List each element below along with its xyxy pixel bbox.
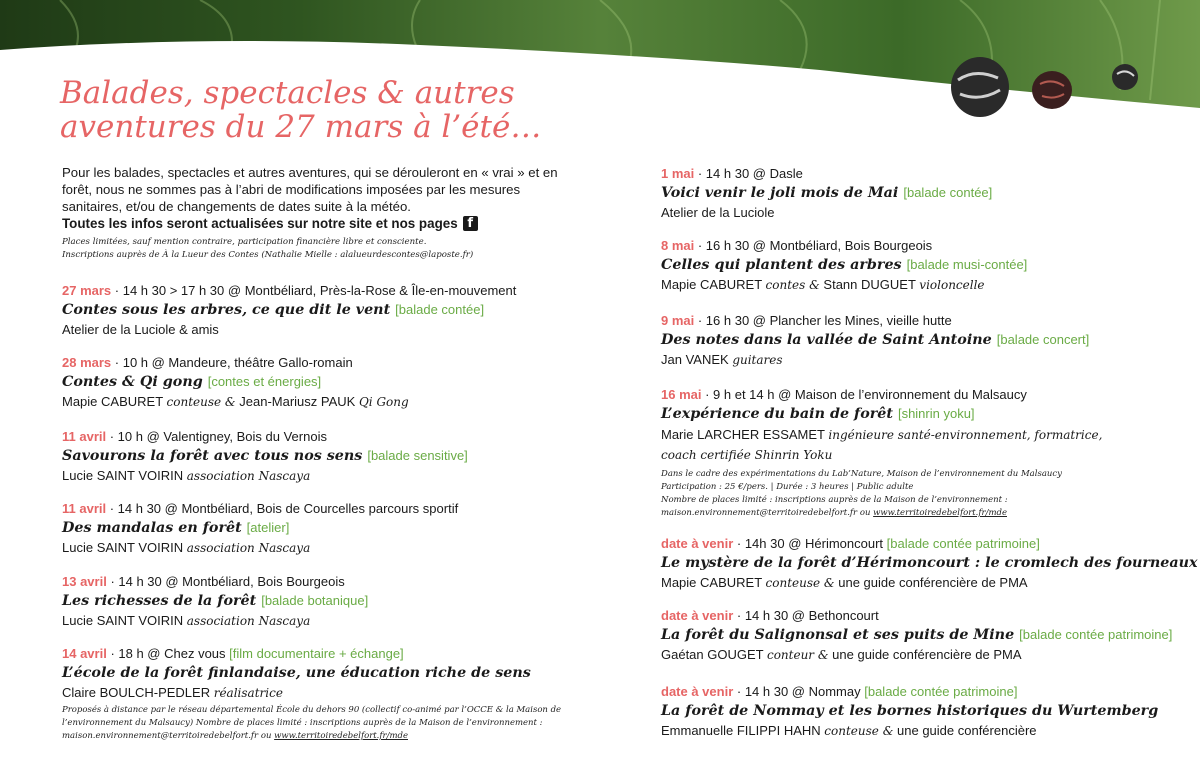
event-performer: Claire BOULCH-PEDLER [62,685,211,700]
event-right-5 [661,535,1198,592]
inscriptions-note: Inscriptions auprès de À la Lueur des Contes (Nathalie Mielle : alalueurdescontes@laposte.fr) [62,250,474,260]
event-role: ingénieure santé-environnement, formatrice, coach certifiée Shinrin Yoku [661,428,1103,462]
event-role-2: violoncelle [919,278,985,292]
event-date: 16 mai [661,387,702,402]
event-time-place: · 14 h 30 @ Dasle [694,166,803,181]
event-time-place: · 10 h @ Valentigney, Bois du Vernois [106,429,327,444]
event-role: association Nascaya [186,541,311,555]
event-title: Celles qui plantent des arbres [661,257,902,273]
event-role: guitares [732,353,783,367]
event-time-place: · 14 h 30 @ Bethoncourt [733,608,879,623]
event-tag: [atelier] [246,520,290,535]
event-role: conteur & [766,648,829,662]
event-date: 14 avril [62,646,107,661]
event-performer-2: une guide conférencière de PMA [838,575,1028,590]
event-tag: [balade contée] [903,185,993,200]
event-performer: Marie LARCHER ESSAMET [661,427,825,442]
event-performer: Atelier de la Luciole & amis [62,322,219,337]
page-title [60,76,580,144]
event-performer: Mapie CABURET [661,277,762,292]
event-performer: Emmanuelle FILIPPI HAHN [661,723,821,738]
event-right-6 [661,607,1172,664]
event-right-7 [661,683,1158,740]
event-performer-2: Stann DUGUET [823,277,916,292]
event-performer: Lucie SAINT VOIRIN [62,540,184,555]
event-tag: [balade botanique] [261,593,369,608]
event-tag: [balade musi-contée] [906,257,1028,272]
event-right-3 [661,312,1089,369]
event-performer: Jan VANEK [661,352,729,367]
event-title: La forêt de Nommay et les bornes historiques du Wurtemberg [661,703,1159,719]
event-title: L’expérience du bain de forêt [661,406,893,422]
event-note-mail: maison.environnement@territoiredebelfort.fr ou [661,508,874,518]
event-role: association Nascaya [186,614,311,628]
event-date: 28 mars [62,355,112,370]
event-role: réalisatrice [213,686,283,700]
event-title: L’école de la forêt finlandaise, une éducation riche de sens [62,665,531,681]
event-date: 11 avril [62,501,107,516]
event-performer-2: une guide conférencière [897,723,1037,738]
event-left-4 [62,500,458,557]
event-title: Savourons la forêt avec tous nos sens [62,448,363,464]
event-left-3 [62,428,468,485]
event-role: conteuse & [765,576,835,590]
event-tag: [balade contée] [395,302,485,317]
event-date: date à venir [661,536,734,551]
event-left-1 [62,282,516,339]
intro-bold-note [62,216,478,231]
event-time-place: · 16 h 30 @ Montbéliard, Bois Bourgeois [694,238,933,253]
facebook-icon[interactable]: f [463,216,478,231]
event-time-place: · 14 h 30 @ Nommay [733,684,865,699]
event-time-place: · 10 h @ Mandeure, théâtre Gallo-romain [111,355,353,370]
event-date: 1 mai [661,166,695,181]
event-role: conteuse & [824,724,894,738]
event-note: Dans le cadre des expérimentations du Lab’Nature, Maison de l’environnement du Malsaucy [661,469,1062,479]
event-role-2: Qi Gong [358,395,409,409]
event-performer-2: Jean-Mariusz PAUK [239,394,356,409]
event-tag: [balade sensitive] [367,448,468,463]
event-tag: [balade contée patrimoine] [864,684,1018,699]
event-tag: [shinrin yoku] [897,406,975,421]
event-title: Contes sous les arbres, ce que dit le vent [62,302,391,318]
event-performer-2: une guide conférencière de PMA [832,647,1022,662]
event-date: 27 mars [62,283,112,298]
event-tag: [balade contée patrimoine] [886,536,1040,551]
event-left-2 [62,354,409,411]
event-performer: Atelier de la Luciole [661,205,775,220]
event-time-place: · 16 h 30 @ Plancher les Mines, vieille hutte [694,313,952,328]
event-time-place: · 14 h 30 @ Montbéliard, Bois Bourgeois [106,574,345,589]
event-role: conteuse & [166,395,236,409]
event-time-place: · 14 h 30 > 17 h 30 @ Montbéliard, Près-la-Rose & Île-en-mouvement [111,283,517,298]
event-performer: Gaétan GOUGET [661,647,764,662]
event-date: 9 mai [661,313,695,328]
places-note: Places limitées, sauf mention contraire, participation financière libre et consciente. [62,237,427,247]
event-role: contes & [765,278,820,292]
event-performer: Lucie SAINT VOIRIN [62,468,184,483]
event-right-4 [661,386,1141,520]
stones-illustration [940,50,1150,125]
event-title: Des notes dans la vallée de Saint Antoine [661,332,992,348]
event-date: 11 avril [62,429,107,444]
event-title: Contes & Qi gong [62,374,203,390]
event-date: 8 mai [661,238,695,253]
event-performer: Mapie CABURET [62,394,163,409]
event-title: Le mystère de la forêt d’Hérimoncourt : le cromlech des fourneaux [661,555,1198,571]
event-left-6 [62,645,582,743]
event-time-place: · 14h 30 @ Hérimoncourt [733,536,887,551]
intro-text: Pour les balades, spectacles et autres aventures, qui se dérouleront en « vrai » et en forêt, nous ne sommes pas à l’abri de modifications imposées par les mesures sanitaires, et/ou de changements de dates suite à la météo. [62,165,558,214]
event-tag: [film documentaire + échange] [229,646,404,661]
event-time-place: · 9 h et 14 h @ Maison de l’environnement du Malsaucy [701,387,1027,402]
event-time-place: · 18 h @ Chez vous [106,646,226,661]
event-right-2 [661,237,1027,294]
event-role: association Nascaya [186,469,311,483]
event-title: Les richesses de la forêt [62,593,257,609]
event-note-mail: maison.environnement@territoiredebelfort.fr ou [62,731,275,741]
intro-bold-text: Toutes les infos seront actualisées sur notre site et nos pages [62,216,458,231]
event-right-1 [661,165,992,222]
event-title: Voici venir le joli mois de Mai [661,185,899,201]
event-note: Proposés à distance par le réseau départemental École du dehors 90 (collectif co-animé par l’OCCE & la Maison de l’environnement du Malsaucy) Nombre de places limité : inscriptions auprès de la Maison de l’environnement : [62,705,562,728]
event-title: La forêt du Salignonsal et ses puits de Mine [661,627,1015,643]
event-note-link[interactable]: www.territoiredebelfort.fr/mde [274,731,408,741]
event-tag: [contes et énergies] [207,374,322,389]
event-date: 13 avril [62,574,107,589]
event-tag: [balade concert] [996,332,1090,347]
event-note-2: Participation : 25 €/pers. | Durée : 3 heures | Public adulte [661,482,914,492]
event-time-place: · 14 h 30 @ Montbéliard, Bois de Courcelles parcours sportif [106,501,459,516]
event-note-link[interactable]: www.territoiredebelfort.fr/mde [873,508,1007,518]
title-line-1: Balades, spectacles & autres [60,75,515,111]
event-date: date à venir [661,684,734,699]
event-left-5 [62,573,368,630]
event-title: Des mandalas en forêt [62,520,242,536]
title-line-2: aventures du 27 mars à l’été… [60,109,542,145]
event-tag: [balade contée patrimoine] [1019,627,1173,642]
event-performer: Lucie SAINT VOIRIN [62,613,184,628]
event-performer: Mapie CABURET [661,575,762,590]
event-date: date à venir [661,608,734,623]
event-note-3: Nombre de places limité : inscriptions auprès de la Maison de l’environnement : [661,495,1008,505]
